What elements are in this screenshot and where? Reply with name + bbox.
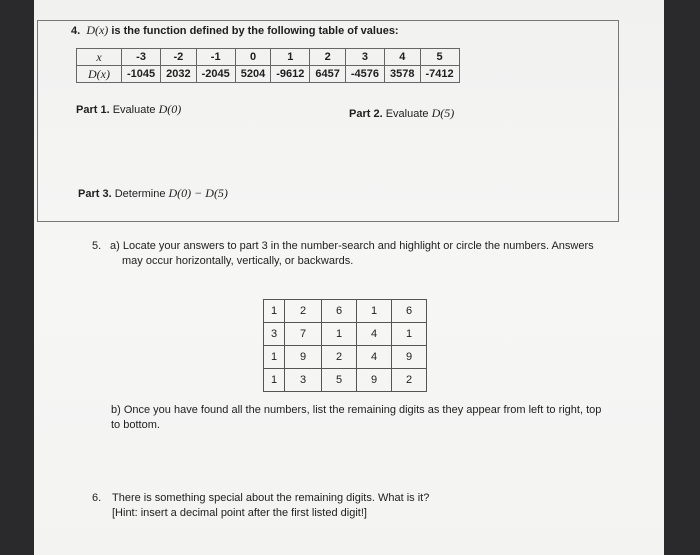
grid-cell[interactable]: 6 (392, 300, 427, 323)
x-value-cell: -2 (161, 49, 196, 66)
grid-cell[interactable]: 1 (264, 346, 285, 369)
grid-cell[interactable]: 9 (285, 346, 322, 369)
part-3-prompt: Part 3. Determine D(0) − D(5) (78, 186, 228, 200)
grid-row (264, 323, 427, 346)
question-6-hint: [Hint: insert a decimal point after the first listed digit!] (112, 507, 367, 519)
x-header-cell: x (77, 49, 122, 66)
x-value-cell: -1 (196, 49, 235, 66)
question-6-number: 6. (92, 492, 102, 504)
x-value-cell: 5 (420, 49, 459, 66)
question-4-heading: 4. D(x) is the function defined by the following table of values: (71, 23, 399, 37)
grid-cell[interactable]: 2 (322, 346, 357, 369)
x-value-cell: 0 (235, 49, 270, 66)
question-5-number: 5. (92, 240, 102, 252)
dx-value-cell: -4576 (345, 66, 384, 83)
x-value-cell: 4 (385, 49, 420, 66)
x-value-cell: 2 (310, 49, 345, 66)
grid-cell[interactable]: 2 (392, 369, 427, 392)
dx-value-cell: 2032 (161, 66, 196, 83)
dx-value-cell: -9612 (271, 66, 310, 83)
x-row (77, 49, 460, 66)
grid-row (264, 369, 427, 392)
dx-header-cell: D(x) (77, 66, 122, 83)
part-2-prompt: Part 2. Evaluate D(5) (349, 106, 455, 120)
dx-value-cell: -7412 (420, 66, 459, 83)
grid-cell[interactable]: 5 (322, 369, 357, 392)
question-6-line-1: There is something special about the remaining digits. What is it? (112, 492, 430, 504)
grid-cell[interactable]: 4 (357, 323, 392, 346)
grid-cell[interactable]: 3 (264, 323, 285, 346)
grid-cell[interactable]: 2 (285, 300, 322, 323)
x-value-cell: 1 (271, 49, 310, 66)
grid-row (264, 300, 427, 323)
grid-cell[interactable]: 7 (285, 323, 322, 346)
part-1-prompt: Part 1. Evaluate D(0) (76, 102, 182, 116)
grid-cell[interactable]: 6 (322, 300, 357, 323)
grid-cell[interactable]: 1 (264, 300, 285, 323)
dx-value-cell: 3578 (385, 66, 420, 83)
dx-value-cell: 5204 (235, 66, 270, 83)
grid-row (264, 346, 427, 369)
dx-value-cell: -2045 (196, 66, 235, 83)
grid-cell[interactable]: 1 (322, 323, 357, 346)
question-5a-line-2: may occur horizontally, vertically, or backwards. (122, 255, 354, 267)
grid-cell[interactable]: 9 (357, 369, 392, 392)
grid-cell[interactable]: 1 (264, 369, 285, 392)
function-values-table (76, 48, 460, 83)
question-5b-line-2: to bottom. (111, 419, 160, 431)
dx-row (77, 66, 460, 83)
dx-value-cell: -1045 (122, 66, 161, 83)
question-5a-line-1: a) Locate your answers to part 3 in the number-search and highlight or circle the numbers. Answers (110, 240, 594, 252)
dx-value-cell: 6457 (310, 66, 345, 83)
x-value-cell: -3 (122, 49, 161, 66)
grid-cell[interactable]: 3 (285, 369, 322, 392)
grid-cell[interactable]: 9 (392, 346, 427, 369)
x-value-cell: 3 (345, 49, 384, 66)
grid-cell[interactable]: 1 (392, 323, 427, 346)
question-5b-line-1: b) Once you have found all the numbers, list the remaining digits as they appear from left to right, top (111, 404, 602, 416)
number-search-grid (263, 299, 427, 392)
grid-cell[interactable]: 4 (357, 346, 392, 369)
grid-cell[interactable]: 1 (357, 300, 392, 323)
